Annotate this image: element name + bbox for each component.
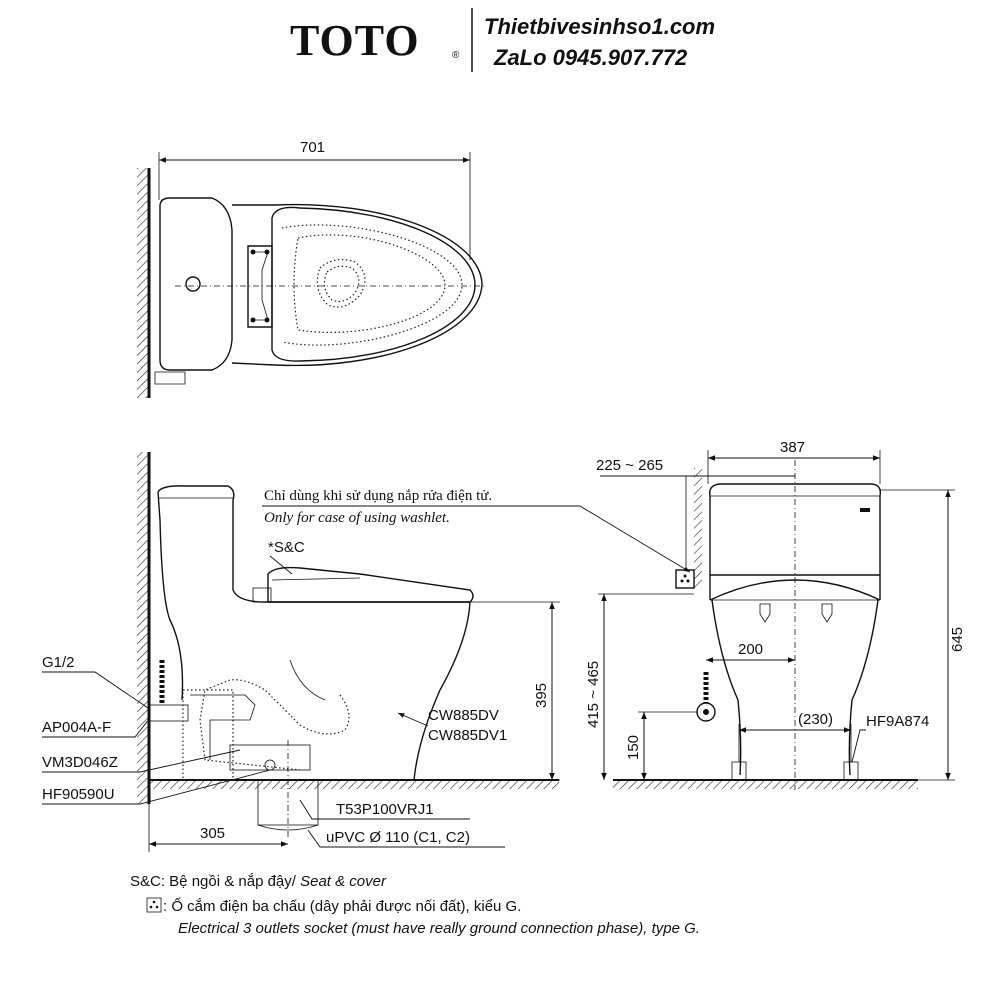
- seat-lid-line: [272, 578, 360, 580]
- legend-sc: [130, 873, 387, 890]
- tank-back-side: [158, 492, 183, 700]
- seat-label: *S&C: [268, 539, 305, 556]
- wall-hatch-icon: [137, 452, 149, 804]
- legend-socket-vi: : Ổ cắm điện ba chấu (dây phải được nối đất), kiểu G.: [163, 898, 522, 915]
- model-label-1: CW885DV: [428, 707, 499, 724]
- legend-socket-en: Electrical 3 outlets socket (must have really ground connection phase), type G.: [178, 920, 700, 937]
- seat-side: [268, 568, 473, 602]
- dim-305-label: 305: [200, 825, 226, 842]
- header: [290, 8, 715, 72]
- dim-200-label: 200: [738, 641, 764, 658]
- washlet-note-vi: Chỉ dùng khi sử dụng nắp rửa điện tử.: [264, 488, 493, 504]
- top-view: [137, 139, 485, 398]
- socket-pin: [153, 901, 156, 904]
- floor-hatch-icon: [613, 780, 918, 789]
- part-leader-g12: [42, 672, 148, 708]
- website-text: Thietbivesinhso1.com: [484, 14, 716, 39]
- bowl-opening-dotted: [294, 235, 445, 333]
- brand-logo: TOTO: [290, 16, 420, 65]
- dim-387-label: 387: [780, 439, 806, 456]
- drain-pipe-label: uPVC Ø 110 (C1, C2): [326, 829, 470, 846]
- part-label-hf90590u: HF90590U: [42, 786, 115, 803]
- socket-pin: [684, 575, 687, 578]
- washlet-note-en: Only for case of using washlet.: [264, 510, 450, 526]
- drain-part-label: T53P100VRJ1: [336, 801, 434, 818]
- seat-label-leader: [270, 556, 292, 574]
- side-view: [42, 452, 690, 852]
- legend-sc-en: Seat & cover: [300, 873, 386, 890]
- dim-150-label: 150: [625, 734, 642, 760]
- socket-pin: [150, 906, 153, 909]
- trap-opening-dotted: [317, 260, 365, 307]
- inlet-dotted: [183, 690, 233, 780]
- registered-mark: ®: [452, 50, 460, 61]
- part-label-g12: G1/2: [42, 654, 75, 671]
- flush-button-icon: [186, 277, 200, 291]
- socket-pin: [681, 580, 684, 583]
- hinge-bolt: [265, 318, 270, 323]
- part-label-vm3d046z: VM3D046Z: [42, 754, 118, 771]
- socket-outlet-icon: [676, 570, 694, 588]
- legend-sc-prefix: S&C: Bệ ngồi & nắp đậy/: [130, 873, 301, 890]
- angle-valve: [150, 705, 188, 721]
- front-view: [585, 439, 966, 790]
- bolt-part-label: HF9A874: [866, 713, 930, 730]
- dim-415-465-label: 415 ~ 465: [585, 660, 602, 728]
- inlet-pipe: [190, 695, 255, 760]
- dim-645-label: 645: [949, 626, 966, 652]
- wall-section-icon: [694, 468, 702, 588]
- socket-pin: [687, 580, 690, 583]
- wall-hatch-icon: [137, 168, 149, 398]
- dim-395-label: 395: [533, 682, 550, 708]
- flange-outline: [230, 745, 310, 770]
- floor-bolt-left: [732, 762, 746, 780]
- hinge-plate: [248, 246, 272, 327]
- hinge-bolt: [265, 250, 270, 255]
- contact-text: ZaLo 0945.907.772: [494, 45, 688, 70]
- flange-bolt: [265, 760, 275, 770]
- flush-lever-icon: [860, 508, 870, 512]
- supply-valve-top: [155, 372, 185, 384]
- toilet-body-side: [158, 486, 470, 780]
- hinge-bolt: [251, 250, 256, 255]
- bolt-part-leader: [852, 730, 866, 762]
- supply-valve-center: [703, 709, 709, 715]
- socket-pin: [156, 906, 159, 909]
- seat-dotted-inner: [282, 225, 462, 345]
- floor-hatch-icon: [149, 780, 559, 789]
- socket-outlet-icon: [147, 898, 161, 912]
- hinge-left-front: [760, 604, 770, 622]
- hinge-right-front: [822, 604, 832, 622]
- legend: [130, 873, 700, 937]
- trapway-dotted: [200, 680, 349, 770]
- dim-701-label: 701: [300, 139, 326, 156]
- dim-225-265-label: 225 ~ 265: [596, 457, 664, 474]
- trapway-curve: [290, 660, 325, 700]
- tank-top: [160, 198, 232, 370]
- floor-bolt-right: [844, 762, 858, 780]
- dim-230-label: (230): [798, 711, 834, 728]
- trap-opening-inner: [324, 266, 358, 301]
- part-label-ap004a: AP004A-F: [42, 719, 112, 736]
- model-leader: [398, 713, 428, 726]
- hinge-bolt: [251, 318, 256, 323]
- model-label-2: CW885DV1: [428, 727, 508, 744]
